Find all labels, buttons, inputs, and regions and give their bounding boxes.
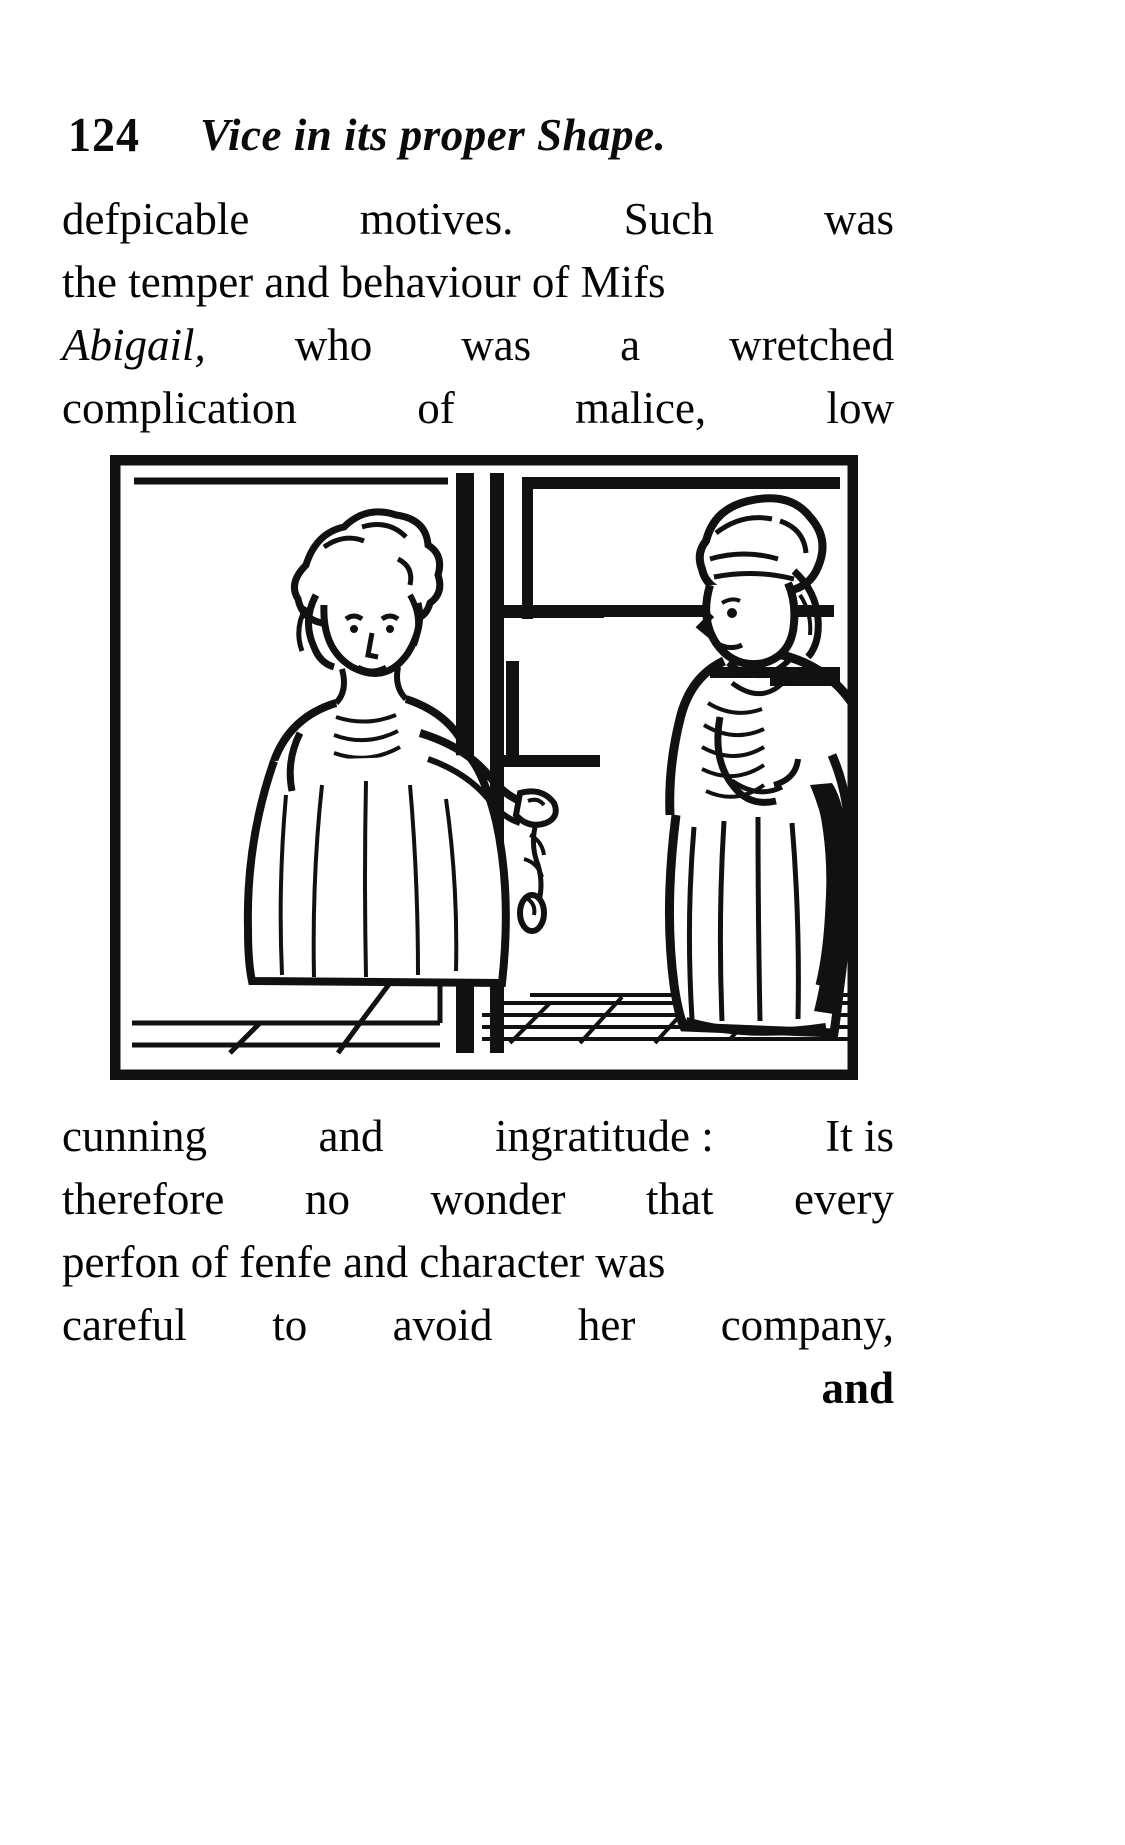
word: and [318,1111,384,1161]
text-line [62,377,894,440]
word: was [461,320,532,370]
text-line: perfon of fenfe and character was [62,1237,666,1287]
word: a [620,320,641,370]
text-line: the temper and behaviour of Mifs [62,257,666,307]
word: wretched [729,320,894,370]
word: complication [62,383,297,433]
word: company, [720,1300,894,1350]
word-italic: Abigail, [62,320,206,370]
word: avoid [392,1300,493,1350]
text-line [62,188,894,251]
word: wonder [430,1174,566,1224]
word: that [646,1174,714,1224]
paragraph-bottom [62,1105,894,1420]
text-line [62,1168,894,1231]
word: ingratitude : [495,1111,714,1161]
word: malice, [575,383,707,433]
body-text-top [62,188,894,440]
catchword: and [821,1363,894,1413]
word: therefore [62,1174,225,1224]
word: to [272,1300,308,1350]
text-line [62,1105,894,1168]
woodcut-svg [110,455,858,1080]
word: was [823,194,894,244]
word: Such [623,194,714,244]
word: motives. [359,194,514,244]
illustration-woodcut [110,455,858,1080]
word: careful [62,1300,187,1350]
text-line [62,1294,894,1357]
word: of [417,383,455,433]
running-title: Vice in its proper Shape. [200,110,667,160]
word: every [794,1174,894,1224]
text-line [62,314,894,377]
word: defpicable [62,194,250,244]
word: who [294,320,373,370]
body-text-bottom [62,1105,894,1420]
paragraph-top [62,188,894,440]
word: no [304,1174,350,1224]
word: It is [825,1111,894,1161]
word: cunning [62,1111,207,1161]
word: her [577,1300,636,1350]
page-number: 124 [68,107,140,162]
running-head [68,108,968,178]
word: low [826,383,894,433]
